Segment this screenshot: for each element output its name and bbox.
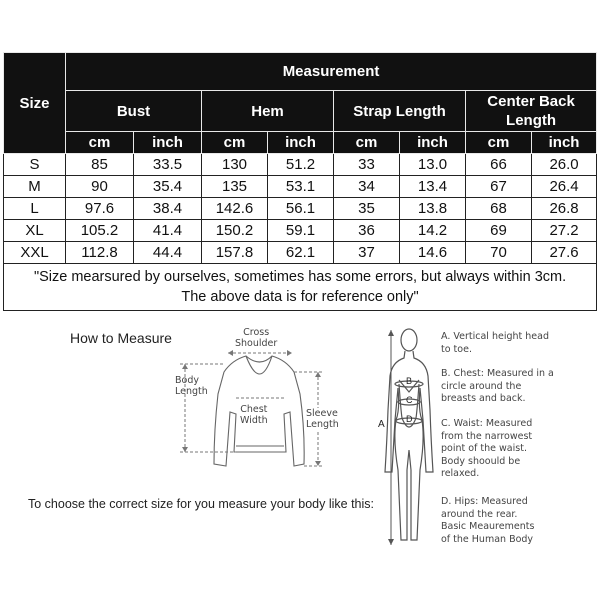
table-cell: 35.4 — [134, 176, 202, 198]
table-cell: 33 — [334, 154, 400, 176]
table-cell: 62.1 — [268, 242, 334, 264]
table-cell: 142.6 — [202, 198, 268, 220]
size-cell: M — [4, 176, 66, 198]
table-cell: 35 — [334, 198, 400, 220]
unit-header: cm — [334, 132, 400, 154]
table-cell: 67 — [466, 176, 532, 198]
table-cell: 85 — [66, 154, 134, 176]
garment-neckline — [246, 356, 272, 374]
unit-header: inch — [134, 132, 202, 154]
reference-note-line2: The above data is for reference only" — [181, 289, 419, 305]
cross-shoulder-label: Cross Shoulder — [235, 327, 278, 349]
size-cell: L — [4, 198, 66, 220]
table-cell: 41.4 — [134, 220, 202, 242]
body-length-label: Body Length — [175, 375, 208, 397]
table-cell: 27.6 — [532, 242, 597, 264]
choose-size-instruction: To choose the correct size for you measure your body like this: — [28, 497, 374, 511]
measurement-header: Measurement — [66, 53, 597, 91]
size-cell: S — [4, 154, 66, 176]
head-shape — [401, 329, 417, 351]
marker-d: D — [406, 414, 413, 424]
table-cell: 56.1 — [268, 198, 334, 220]
reference-note — [4, 264, 597, 311]
unit-header: inch — [268, 132, 334, 154]
table-cell: 27.2 — [532, 220, 597, 242]
table-cell: 112.8 — [66, 242, 134, 264]
table-cell: 51.2 — [268, 154, 334, 176]
table-cell: 13.4 — [400, 176, 466, 198]
table-row — [4, 154, 597, 176]
group-header-hem: Hem — [202, 91, 334, 132]
legend-item-c: C. Waist: Measured from the narrowest point of the waist. Body shoould be relaxed. — [441, 418, 533, 479]
table-cell: 130 — [202, 154, 268, 176]
legend-item-b: B. Chest: Measured in a circle around the breasts and back. — [441, 368, 554, 404]
size-column-header: Size — [4, 53, 66, 154]
table-cell: 53.1 — [268, 176, 334, 198]
table-cell: 26.0 — [532, 154, 597, 176]
table-row — [4, 198, 597, 220]
unit-header: cm — [202, 132, 268, 154]
table-cell: 59.1 — [268, 220, 334, 242]
group-header-bust: Bust — [66, 91, 202, 132]
table-row — [4, 242, 597, 264]
reference-note-line1: "Size mearsured by ourselves, sometimes has some errors, but always within 3cm. — [33, 269, 567, 285]
size-cell: XL — [4, 220, 66, 242]
marker-b: B — [406, 376, 413, 386]
table-row — [4, 176, 597, 198]
marker-c: C — [406, 395, 413, 405]
table-row — [4, 220, 597, 242]
table-cell: 14.2 — [400, 220, 466, 242]
unit-header: cm — [466, 132, 532, 154]
table-cell: 70 — [466, 242, 532, 264]
sleeve-length-label: Sleeve Length — [306, 408, 339, 430]
legend-item-d: D. Hips: Measured around the rear. Basic Meaurements of the Human Body — [441, 496, 535, 545]
table-cell: 44.4 — [134, 242, 202, 264]
table-cell: 68 — [466, 198, 532, 220]
table-cell: 66 — [466, 154, 532, 176]
table-cell: 34 — [334, 176, 400, 198]
table-cell: 90 — [66, 176, 134, 198]
how-to-measure-title: How to Measure — [70, 330, 172, 346]
group-header-center-back-length: Center Back Length — [466, 91, 597, 132]
table-cell: 135 — [202, 176, 268, 198]
table-cell: 13.8 — [400, 198, 466, 220]
table-cell: 14.6 — [400, 242, 466, 264]
chest-width-label: Chest Width — [240, 404, 268, 426]
table-cell: 13.0 — [400, 154, 466, 176]
size-cell: XXL — [4, 242, 66, 264]
table-cell: 38.4 — [134, 198, 202, 220]
legend-item-a: A. Vertical height head to toe. — [441, 331, 549, 355]
table-cell: 157.8 — [202, 242, 268, 264]
table-cell: 97.6 — [66, 198, 134, 220]
table-cell: 150.2 — [202, 220, 268, 242]
table-cell: 26.4 — [532, 176, 597, 198]
table-cell: 33.5 — [134, 154, 202, 176]
unit-header: cm — [66, 132, 134, 154]
unit-header: inch — [532, 132, 597, 154]
unit-header: inch — [400, 132, 466, 154]
table-cell: 36 — [334, 220, 400, 242]
table-cell: 105.2 — [66, 220, 134, 242]
size-chart-table — [3, 52, 597, 311]
table-cell: 69 — [466, 220, 532, 242]
group-header-strap-length: Strap Length — [334, 91, 466, 132]
table-cell: 26.8 — [532, 198, 597, 220]
marker-a: A — [378, 419, 385, 430]
table-cell: 37 — [334, 242, 400, 264]
